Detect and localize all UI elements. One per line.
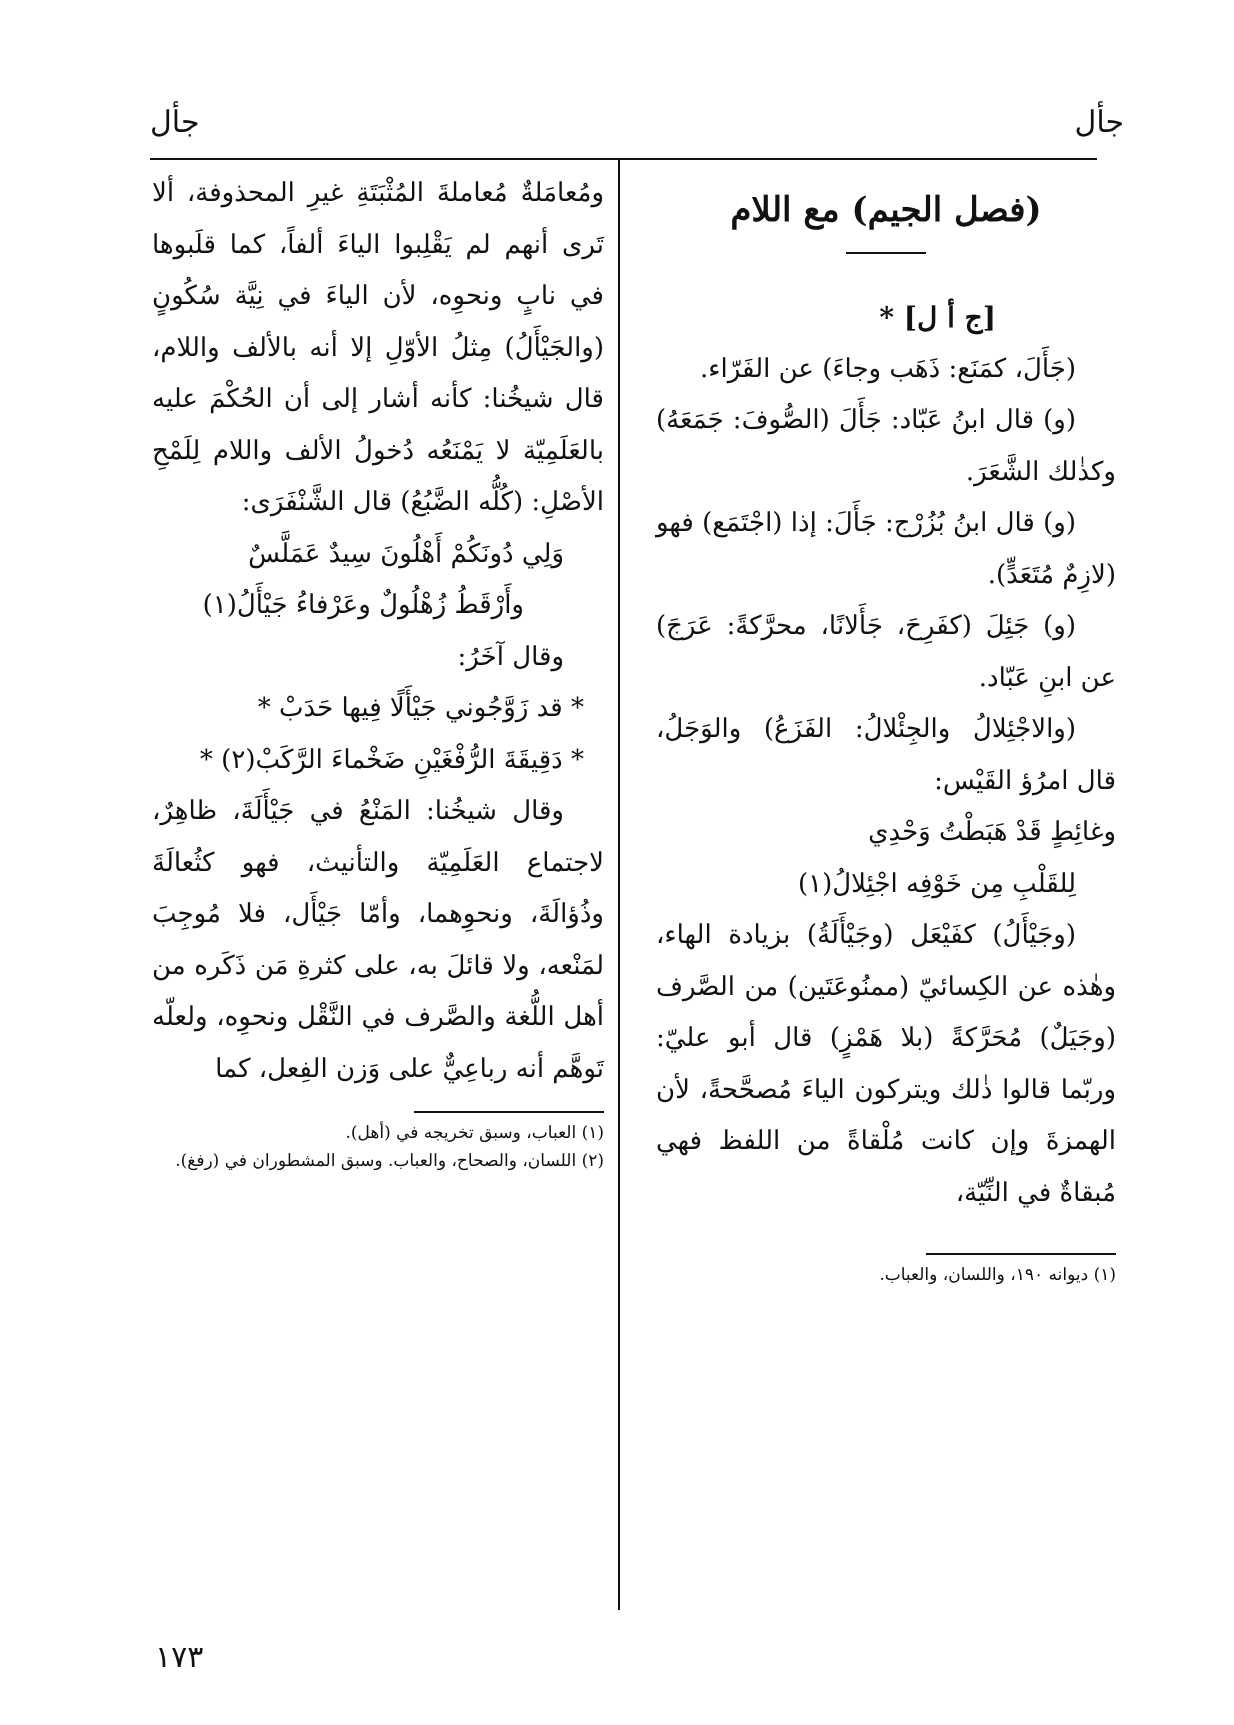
verse-line-1: وَلِي دُونَكُمْ أَهْلُونَ سِيدٌ عَمَلَّسٌ	[248, 538, 564, 569]
footnote: (١) العباب، وسبق تخريجه في (أهل).	[345, 1123, 604, 1143]
header-rule	[150, 158, 1097, 160]
footnote: (٢) اللسان، والصحاح، والعباب. وسبق المشطوران في (رفغ).	[175, 1151, 604, 1171]
paragraph: (و) قال ابنُ عَبّاد: جَأَلَ (الصُّوفَ: جَمَعَهُ) وكذٰلك الشَّعَرَ.	[656, 405, 1116, 487]
hemistich-1: * قد زَوَّجُوني جَيْأَلًا فِيها حَدَبْ *	[257, 693, 584, 723]
hemistich-2: * دَقِيقَةَ الرُّفْغَيْنِ ضَخْماءَ الرَّكَبْ(٢) *	[199, 744, 584, 775]
left-column	[152, 168, 604, 1175]
paragraph: (و) جَئِلَ (كفَرِحَ، جَأَلانًا، محرَّكةً: عَرَجَ) عن ابنِ عَبّاد.	[656, 611, 1116, 693]
title-rule	[846, 252, 926, 254]
page-number: ١٧٣	[155, 1640, 204, 1675]
paragraph: وقال شيخُنا: المَنْعُ في جَيْأَلَةَ، ظاهِرٌ، لاجتماع العَلَمِيّة والتأنيث، فهو كثُعالَةَ وذُؤالَةَ، ونحوِهما، وأمّا جَيْأَل، فلا مُوجِبَ لمَنْعه، ولا قائلَ به، على كثرةِ مَن ذَكَره من أهل اللُّغة والصَّرف في النَّقْل ونحوِه، ولعلّه تَوهَّم أنه رباعِيٌّ على وَزن الفِعل، كما	[152, 796, 604, 1084]
running-header-right: جأل	[1074, 105, 1124, 140]
verse-line-2: لِلقَلْبِ مِن خَوْفِه اجْئِلالُ(١)	[797, 868, 1076, 899]
verse-line-2: وأَرْقَطُ زُهْلُولٌ وعَرْفاءُ جَيْأَلُ(١)	[202, 590, 524, 620]
paragraph: ومُعامَلةٌ مُعاملةَ المُثْبَتَةِ غيرِ المحذوفة، ألا تَرى أنهم لم يَقْلِبوا الياءَ ألفاً، كما قلَبوها في نابٍ ونحوِه، لأن الياءَ في نِيَّة سُكُونٍ (والجَيْأَلُ) مِثلُ الأوّلِ إلا أنه بالألف واللام، قال شيخُنا: كأنه أشار إلى أن الحُكْمَ عليه بالعَلَمِيّة لا يَمْنَعُه دُخولُ الألف واللام لِلَمْحِ الأصْلِ: (كُلُّه الضَّبُعُ) قال الشَّنْفَرَى:	[152, 178, 604, 517]
paragraph: (و) قال ابنُ بُزُرْج: جَأَلَ: إذا (اجْتَمَع) فهو (لازِمٌ مُتَعَدٍّ).	[656, 508, 1116, 590]
paragraph: (وجَيْأَلُ) كفَيْعَل (وجَيْأَلَةُ) بزيادة الهاء، وهٰذه عن الكِسائيّ (ممنُوعَتَين) من الصَّرف (وجَيَلٌ) مُحَرَّكةً (بلا هَمْزٍ) قال أبو عليّ: وربّما قالوا ذٰلك ويتركون الياءَ مُصحَّحةً، لأن الهمزةَ وإن كانت مُلْقاةً من اللفظ فهي مُبقاةٌ في النِّيّة،	[656, 920, 1116, 1208]
right-column	[656, 168, 1116, 1289]
paragraph: (جَأَلَ، كمَنَع: ذَهَب وجاءَ) عن الفَرّاء.	[700, 353, 1076, 384]
footnote: (١) ديوانه ١٩٠، واللسان، والعباب.	[879, 1265, 1116, 1285]
footnote-rule	[926, 1253, 1116, 1255]
entry-head: [ج أ ل] *	[879, 301, 996, 334]
running-header-left: جأل	[150, 105, 200, 140]
verse-line-1: وغائِطٍ قَدْ هَبَطْتُ وَحْدِي	[868, 817, 1116, 847]
section-title: (فصل الجيم) مع اللام	[730, 190, 1042, 230]
paragraph: (والاجْئِلالُ والجِئْلالُ: الفَزَعُ) والوَجَلُ، قال امرُؤ القَيْس:	[656, 714, 1116, 796]
verse-intro: وقال آخَرُ:	[457, 641, 564, 672]
footnote-rule	[414, 1111, 604, 1113]
column-divider	[618, 158, 620, 1610]
